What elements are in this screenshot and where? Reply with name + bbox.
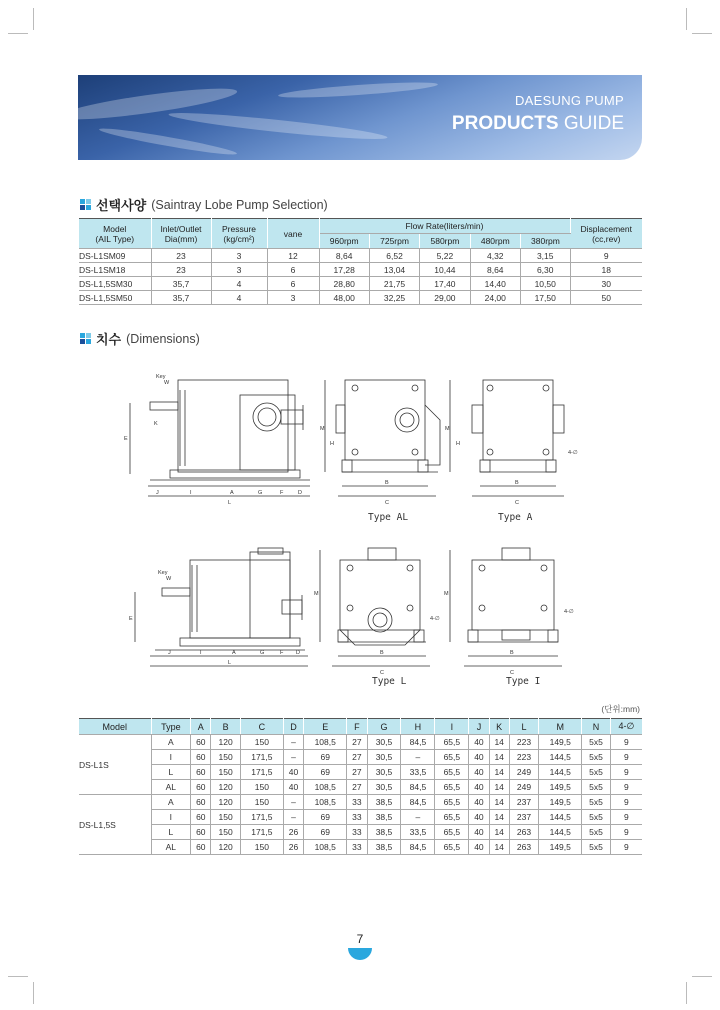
table-cell: 149,5 [539,780,582,795]
header-cell: D [283,719,303,735]
table-cell: 60 [191,780,211,795]
table-cell: 4,32 [470,249,520,263]
table-cell: 33,5 [401,825,435,840]
header-rpm: 480rpm [470,234,520,249]
svg-text:K: K [154,421,158,427]
header-banner [78,75,642,160]
header-cell: H [401,719,435,735]
table-cell: 149,5 [539,795,582,810]
table-cell: 120 [211,780,240,795]
table-cell: 249 [509,765,538,780]
svg-text:A: A [232,650,236,656]
table-cell: 84,5 [401,795,435,810]
table-row [79,750,642,765]
svg-text:W: W [166,576,172,582]
dimensions-table [79,718,642,855]
table-cell: 17,28 [319,263,369,277]
table-cell: 144,5 [539,750,582,765]
table-cell: 40 [469,780,489,795]
table-cell: 24,00 [470,291,520,305]
svg-text:J: J [168,650,171,656]
header-cell: N [582,719,610,735]
table-cell: – [401,810,435,825]
table-cell: 9 [610,750,642,765]
type-cell: AL [151,780,191,795]
table-cell: – [283,750,303,765]
table-cell: 60 [191,810,211,825]
table-cell: – [401,750,435,765]
svg-text:4-∅: 4-∅ [568,450,578,456]
section-title-dimensions: 치수 (Dimensions) [80,329,200,348]
table-cell: 35,7 [151,291,211,305]
svg-text:D: D [298,490,302,496]
header-cell: E [304,719,347,735]
table-cell: 40 [469,840,489,855]
table-cell: 28,80 [319,277,369,291]
header-cell: A [191,719,211,735]
table-cell: 14 [489,735,509,750]
table-cell: 35,7 [151,277,211,291]
header-rpm: 580rpm [420,234,470,249]
table-cell: 14 [489,840,509,855]
svg-text:C: C [515,500,519,506]
table-cell: 144,5 [539,810,582,825]
table-cell: 84,5 [401,840,435,855]
table-cell: 30,5 [367,780,401,795]
table-cell: 38,5 [367,825,401,840]
crop-mark [33,982,34,1004]
svg-text:D: D [296,650,300,656]
table-cell: 3 [267,291,319,305]
table-cell: 14 [489,780,509,795]
table-cell: 65,5 [435,735,469,750]
svg-text:G: G [260,650,265,656]
svg-text:B: B [515,480,519,486]
page-title: PRODUCTS GUIDE [451,113,624,134]
table-cell: 27 [347,735,367,750]
table-cell: 3,15 [520,249,570,263]
table-row [79,810,642,825]
header-pressure: Pressure (kg/cm²) [211,219,267,249]
table-row [79,840,642,855]
table-cell: 3 [211,263,267,277]
table-cell: 27 [347,750,367,765]
table-cell: 60 [191,840,211,855]
table-cell: 40 [283,780,303,795]
header-cell: J [469,719,489,735]
table-row [79,249,642,263]
table-cell: 26 [283,825,303,840]
page-number: 7 [356,932,364,946]
table-row [79,735,642,750]
table-cell: 26 [283,840,303,855]
svg-text:I: I [200,650,202,656]
table-cell: 6,30 [520,263,570,277]
header-cell: Type [151,719,191,735]
table-cell: 30,5 [367,750,401,765]
svg-text:E: E [129,616,133,622]
table-cell: 38,5 [367,840,401,855]
table-cell: 237 [509,795,538,810]
header-cell: I [435,719,469,735]
table-cell: 171,5 [240,765,283,780]
table-row [79,263,642,277]
table-cell: 223 [509,750,538,765]
svg-text:B: B [380,650,384,656]
drawing-type-l-side [135,548,308,666]
type-cell: I [151,750,191,765]
table-cell: 40 [469,810,489,825]
table-cell: 33 [347,840,367,855]
table-cell: 33 [347,795,367,810]
svg-text:B: B [510,650,514,656]
table-cell: 5x5 [582,780,610,795]
header-cell: 4-∅ [610,719,642,735]
svg-text:M: M [314,591,319,597]
table-cell: 149,5 [539,840,582,855]
table-cell: 150 [240,735,283,750]
table-cell: 48,00 [319,291,369,305]
page-tab-marker [348,948,372,960]
svg-text:L: L [228,500,232,506]
table-cell: 5x5 [582,735,610,750]
table-cell: 30,5 [367,735,401,750]
caption-type-al: Type AL [368,512,409,523]
table-cell: 9 [610,810,642,825]
table-cell: 149,5 [539,735,582,750]
table-cell: 8,64 [470,263,520,277]
table-row [79,291,642,305]
table-cell: 14 [489,810,509,825]
table-cell: 150 [240,795,283,810]
svg-text:Key: Key [156,374,166,380]
table-cell: 6 [267,263,319,277]
table-cell: 33,5 [401,765,435,780]
drawing-type-a-front [450,380,564,496]
table-cell: 17,40 [420,277,470,291]
header-flow-rate: Flow Rate(liters/min) [319,219,570,234]
table-cell: 9 [610,765,642,780]
header-rpm: 380rpm [520,234,570,249]
svg-text:W: W [164,380,170,386]
table-cell: 17,50 [520,291,570,305]
svg-text:4-∅: 4-∅ [564,609,574,615]
table-cell: 40 [469,735,489,750]
bullet-squares-icon [80,199,91,210]
table-cell: 9 [610,735,642,750]
table-cell: 108,5 [304,840,347,855]
table-cell: 4 [211,277,267,291]
table-cell: 65,5 [435,840,469,855]
table-cell: 5,22 [420,249,470,263]
svg-text:L: L [228,660,232,666]
table-cell: 13,04 [369,263,419,277]
section-title-selection: 선택사양 (Saintray Lobe Pump Selection) [80,195,328,214]
header-cell: F [347,719,367,735]
table-cell: 65,5 [435,825,469,840]
table-cell: 150 [211,750,240,765]
table-cell: 40 [469,825,489,840]
model-cell: DS-L1SM09 [79,249,151,263]
brand-name: DAESUNG PUMP [514,93,624,108]
table-cell: 8,64 [319,249,369,263]
type-cell: AL [151,840,191,855]
svg-text:H: H [330,441,334,447]
table-cell: 4 [211,291,267,305]
model-cell: DS-L1S [79,735,151,795]
crop-mark [692,976,712,977]
table-cell: 69 [304,750,347,765]
table-cell: 108,5 [304,795,347,810]
table-cell: 171,5 [240,825,283,840]
crop-mark [8,976,28,977]
header-rpm: 725rpm [369,234,419,249]
drawing-type-al-side [130,380,310,496]
table-cell: 65,5 [435,765,469,780]
table-cell: 40 [469,765,489,780]
caption-type-a: Type A [498,512,533,523]
table-cell: 249 [509,780,538,795]
table-cell: 27 [347,765,367,780]
table-cell: 14 [489,825,509,840]
table-cell: 33 [347,810,367,825]
drawing-type-al-front [325,380,440,496]
crop-mark [686,982,687,1004]
table-cell: 171,5 [240,750,283,765]
table-cell: 9 [610,780,642,795]
svg-text:F: F [280,490,284,496]
model-cell: DS-L1,5S [79,795,151,855]
dimension-drawings [110,370,610,695]
table-cell: 9 [610,840,642,855]
type-cell: A [151,795,191,810]
table-cell: 263 [509,840,538,855]
table-cell: 5x5 [582,795,610,810]
svg-text:B: B [385,480,389,486]
svg-text:H: H [456,441,460,447]
table-cell: – [283,735,303,750]
selection-table [79,218,642,305]
header-cell: K [489,719,509,735]
crop-mark [33,8,34,30]
table-cell: 10,44 [420,263,470,277]
table-cell: 27 [347,780,367,795]
svg-text:J: J [156,490,159,496]
table-cell: 5x5 [582,825,610,840]
table-cell: 38,5 [367,810,401,825]
table-cell: – [283,810,303,825]
table-cell: 5x5 [582,840,610,855]
table-cell: 237 [509,810,538,825]
table-cell: 40 [283,765,303,780]
table-cell: 69 [304,765,347,780]
table-cell: 40 [469,795,489,810]
header-cell: Model [79,719,151,735]
table-cell: 150 [240,840,283,855]
table-cell: 5x5 [582,765,610,780]
table-cell: 14 [489,765,509,780]
table-cell: 14 [489,795,509,810]
table-cell: 150 [211,825,240,840]
type-cell: L [151,765,191,780]
table-cell: 69 [304,825,347,840]
type-cell: A [151,735,191,750]
table-cell: 12 [267,249,319,263]
table-cell: 14,40 [470,277,520,291]
table-cell: 60 [191,765,211,780]
caption-type-i: Type I [506,676,541,687]
table-cell: 60 [191,795,211,810]
table-cell: 223 [509,735,538,750]
table-cell: 30,5 [367,765,401,780]
table-row [79,765,642,780]
table-cell: 120 [211,840,240,855]
table-cell: 108,5 [304,735,347,750]
table-cell: 5x5 [582,750,610,765]
table-cell: 60 [191,750,211,765]
table-cell: 6,52 [369,249,419,263]
table-cell: 30 [570,277,642,291]
crop-mark [686,8,687,30]
table-cell: 9 [610,825,642,840]
table-cell: 150 [240,780,283,795]
svg-text:F: F [280,650,284,656]
type-cell: I [151,810,191,825]
model-cell: DS-L1,5SM30 [79,277,151,291]
unit-note: (단위:mm) [601,704,640,714]
svg-text:I: I [190,490,192,496]
table-cell: 23 [151,249,211,263]
bullet-squares-icon [80,333,91,344]
table-cell: 5x5 [582,810,610,825]
table-cell: 50 [570,291,642,305]
table-cell: 171,5 [240,810,283,825]
table-cell: 84,5 [401,780,435,795]
table-cell: 60 [191,735,211,750]
crop-mark [692,33,712,34]
header-cell: L [509,719,538,735]
table-cell: 120 [211,795,240,810]
type-cell: L [151,825,191,840]
table-row [79,795,642,810]
caption-type-l: Type L [372,676,407,687]
header-rpm: 960rpm [319,234,369,249]
table-cell: 144,5 [539,825,582,840]
table-cell: 6 [267,277,319,291]
svg-text:4-∅: 4-∅ [430,616,440,622]
header-cell: C [240,719,283,735]
svg-text:C: C [380,670,384,676]
table-cell: 21,75 [369,277,419,291]
table-cell: 14 [489,750,509,765]
table-cell: 3 [211,249,267,263]
header-model: Model (AIL Type) [79,219,151,249]
svg-text:M: M [444,591,449,597]
svg-text:E: E [124,436,128,442]
model-cell: DS-L1SM18 [79,263,151,277]
table-cell: 65,5 [435,795,469,810]
svg-text:Key: Key [158,570,168,576]
header-vane: vane [267,219,319,249]
header-inlet: Inlet/Outlet Dia(mm) [151,219,211,249]
svg-text:G: G [258,490,263,496]
table-cell: 38,5 [367,795,401,810]
table-cell: 10,50 [520,277,570,291]
svg-text:M: M [320,426,325,432]
table-cell: 144,5 [539,765,582,780]
table-cell: 150 [211,765,240,780]
table-cell: 120 [211,735,240,750]
svg-text:M: M [445,426,450,432]
header-cell: M [539,719,582,735]
table-cell: 263 [509,825,538,840]
table-cell: 40 [469,750,489,765]
table-cell: 65,5 [435,750,469,765]
header-displacement: Displacement (cc,rev) [570,219,642,249]
table-row [79,780,642,795]
svg-text:A: A [230,490,234,496]
table-cell: 33 [347,825,367,840]
table-cell: 32,25 [369,291,419,305]
svg-text:C: C [385,500,389,506]
table-cell: 65,5 [435,780,469,795]
drawing-type-i-front [450,548,562,666]
header-cell: B [211,719,240,735]
table-cell: 29,00 [420,291,470,305]
header-cell: G [367,719,401,735]
table-cell: 150 [211,810,240,825]
svg-text:C: C [510,670,514,676]
crop-mark [8,33,28,34]
table-cell: 69 [304,810,347,825]
model-cell: DS-L1,5SM50 [79,291,151,305]
table-cell: 9 [610,795,642,810]
table-cell: 23 [151,263,211,277]
table-cell: 65,5 [435,810,469,825]
table-cell: – [283,795,303,810]
table-cell: 84,5 [401,735,435,750]
table-cell: 9 [570,249,642,263]
drawing-type-l-front [320,548,430,666]
table-cell: 108,5 [304,780,347,795]
table-cell: 18 [570,263,642,277]
table-row [79,825,642,840]
table-cell: 60 [191,825,211,840]
table-row [79,277,642,291]
